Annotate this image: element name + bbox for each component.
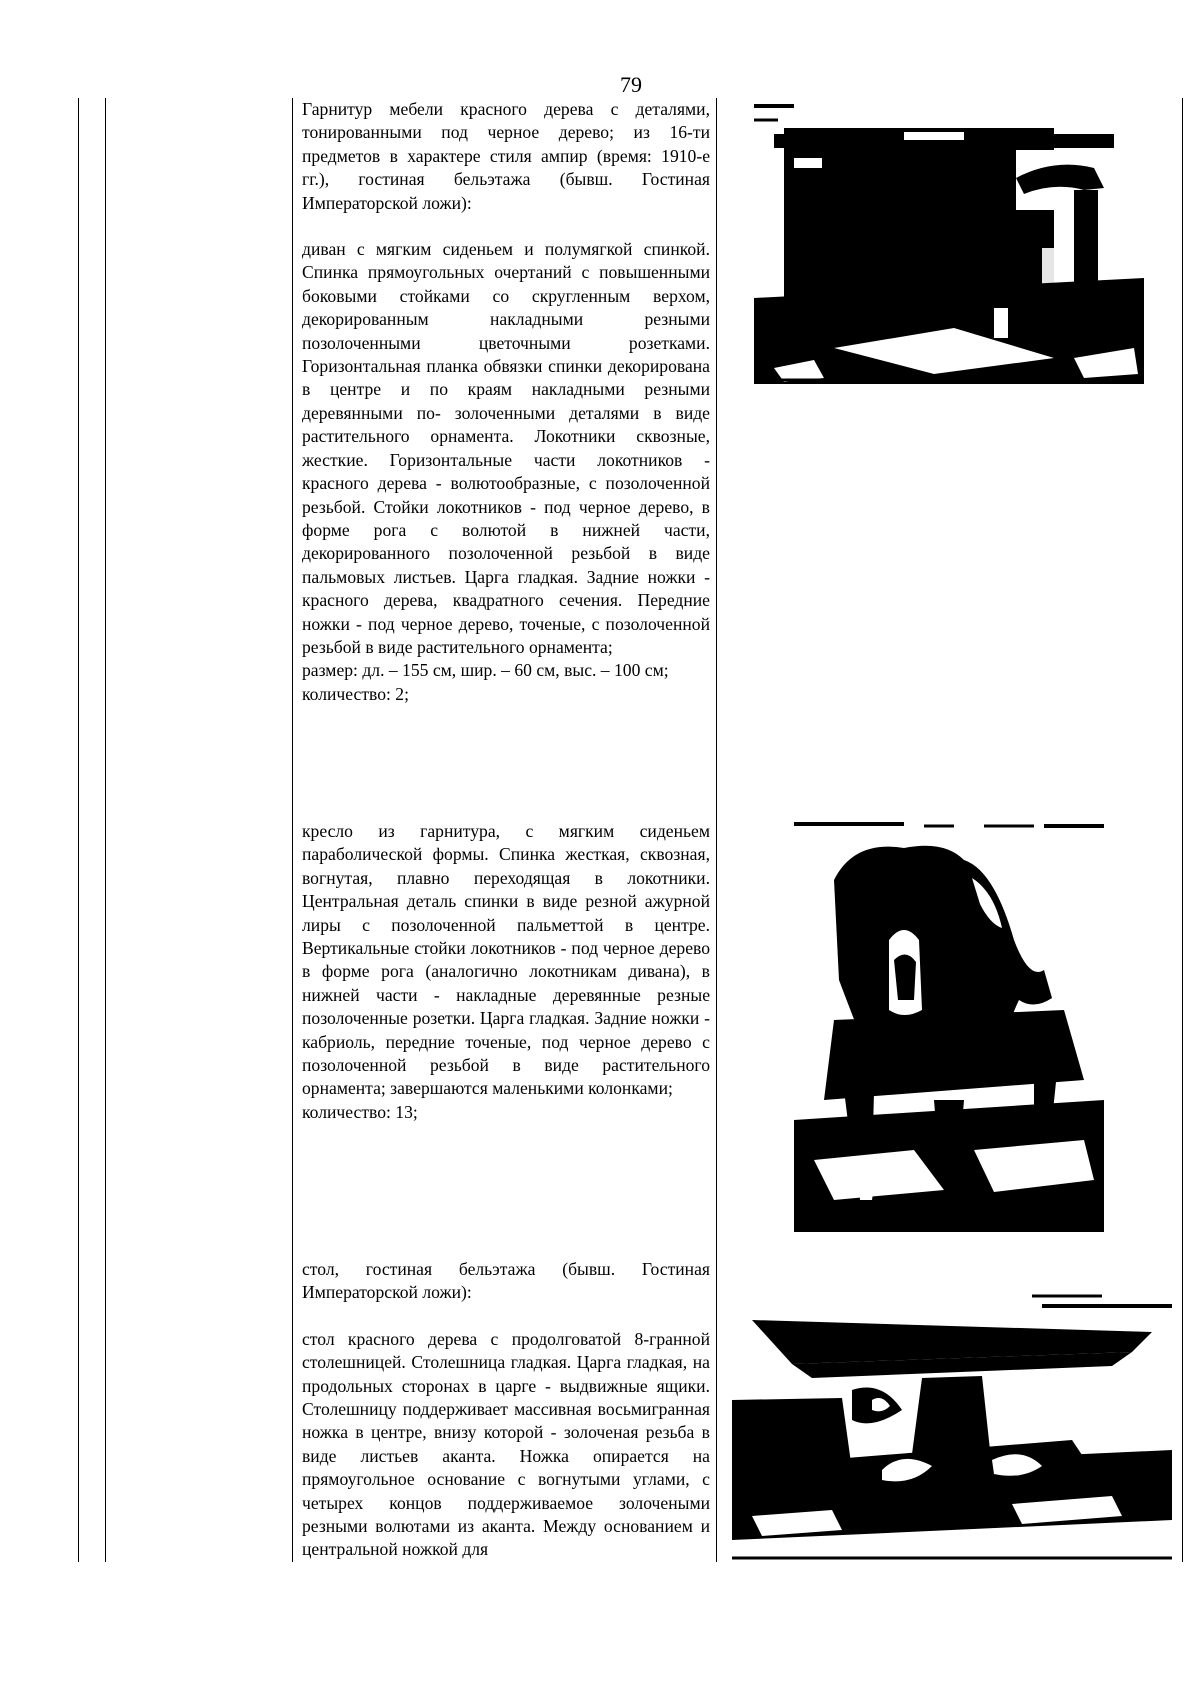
table-block — [302, 1258, 710, 1562]
armchair-quantity: количество: 13; — [302, 1101, 418, 1122]
armchair-photo — [794, 820, 1104, 1232]
sofa-photo — [754, 98, 1144, 384]
sofa-description: диван с мягким сиденьем и полумягкой спинкой. Спинка прямоугольных очертаний с повышенными боковыми стойками со скругленным верхом, декорированным накладными резными позолоченными цветочными розетками. Горизонтальная планка обвязки спинки декорирована в центре и по краям накладными резными деревянными по- золоченными деталями в виде растительного орнамента. Локотники сквозные, жесткие. Горизонтальные части локотников - красного дерева - волютообразные, с позолоченной резьбой. Стойки локотников - под черное дерево, в форме рога с волютой в нижней части, декорированного позолоченной резьбой в виде пальмовых листьев. Царга гладкая. Задние ножки - красного дерева, квадратного сечения. Передние ножки - под черное дерево, точеные, с позолоченной резьбой в виде растительного орнамента; — [302, 239, 710, 657]
table-border-left-outer — [78, 98, 79, 1562]
armchair-description: кресло из гарнитура, с мягким сиденьем параболической формы. Спинка жесткая, сквозная, вогнутая, плавно переходящая в локотники. Центральная деталь спинки в виде резной ажурной лиры с позолоченной пальметтой в центре. Вертикальные стойки локотников - под черное дерево в форме рога (аналогично локотникам дивана), в нижней части - накладные деревянные резные позолоченные розетки. Царга гладкая. Задние ножки - кабриоль, передние точеные, под черное дерево с позолоченной резьбой в виде растительного орнамента; завершаются маленькими колонками; — [302, 821, 710, 1099]
sofa-quantity: количество: 2; — [302, 683, 409, 704]
table-heading: стол, гостиная бельэтажа (бывш. Гостиная Императорской ложи): — [302, 1259, 710, 1303]
intro-paragraph: Гарнитур мебели красного дерева с деталями, тонированными под черное дерево; из 16-ти предметов в характере стиля ампир (время: 1910-е гг.), гостиная бельэтажа (бывш. Гостиная Императорской ложи): — [302, 99, 710, 213]
table-border-left-inner — [105, 98, 106, 1562]
page-number: 79 — [620, 72, 642, 97]
table-description: стол красного дерева с продолговатой 8-гранной столешницей. Столешница гладкая. Царга гладкая, на продольных сторонах в царге - выдвижные ящики. Столешницу поддерживает массивная восьмигранная ножка в центре, внизу которой - золоченая резьба в виде листьев аканта. Ножка опирается на прямоугольное основание с вогнутыми углами, с четырех концов поддерживаемое золочеными резными волютами из аканта. Между основанием и центральной ножкой для — [302, 1328, 710, 1560]
column-divider-text-right — [716, 98, 717, 1562]
sofa-size: размер: дл. – 155 см, шир. – 60 см, выс. – 100 см; — [302, 660, 669, 681]
table-border-right — [1182, 98, 1183, 1562]
column-divider-text-left — [292, 98, 293, 1562]
armchair-block — [302, 820, 710, 1124]
table-photo — [732, 1290, 1172, 1560]
intro-block — [302, 98, 710, 706]
